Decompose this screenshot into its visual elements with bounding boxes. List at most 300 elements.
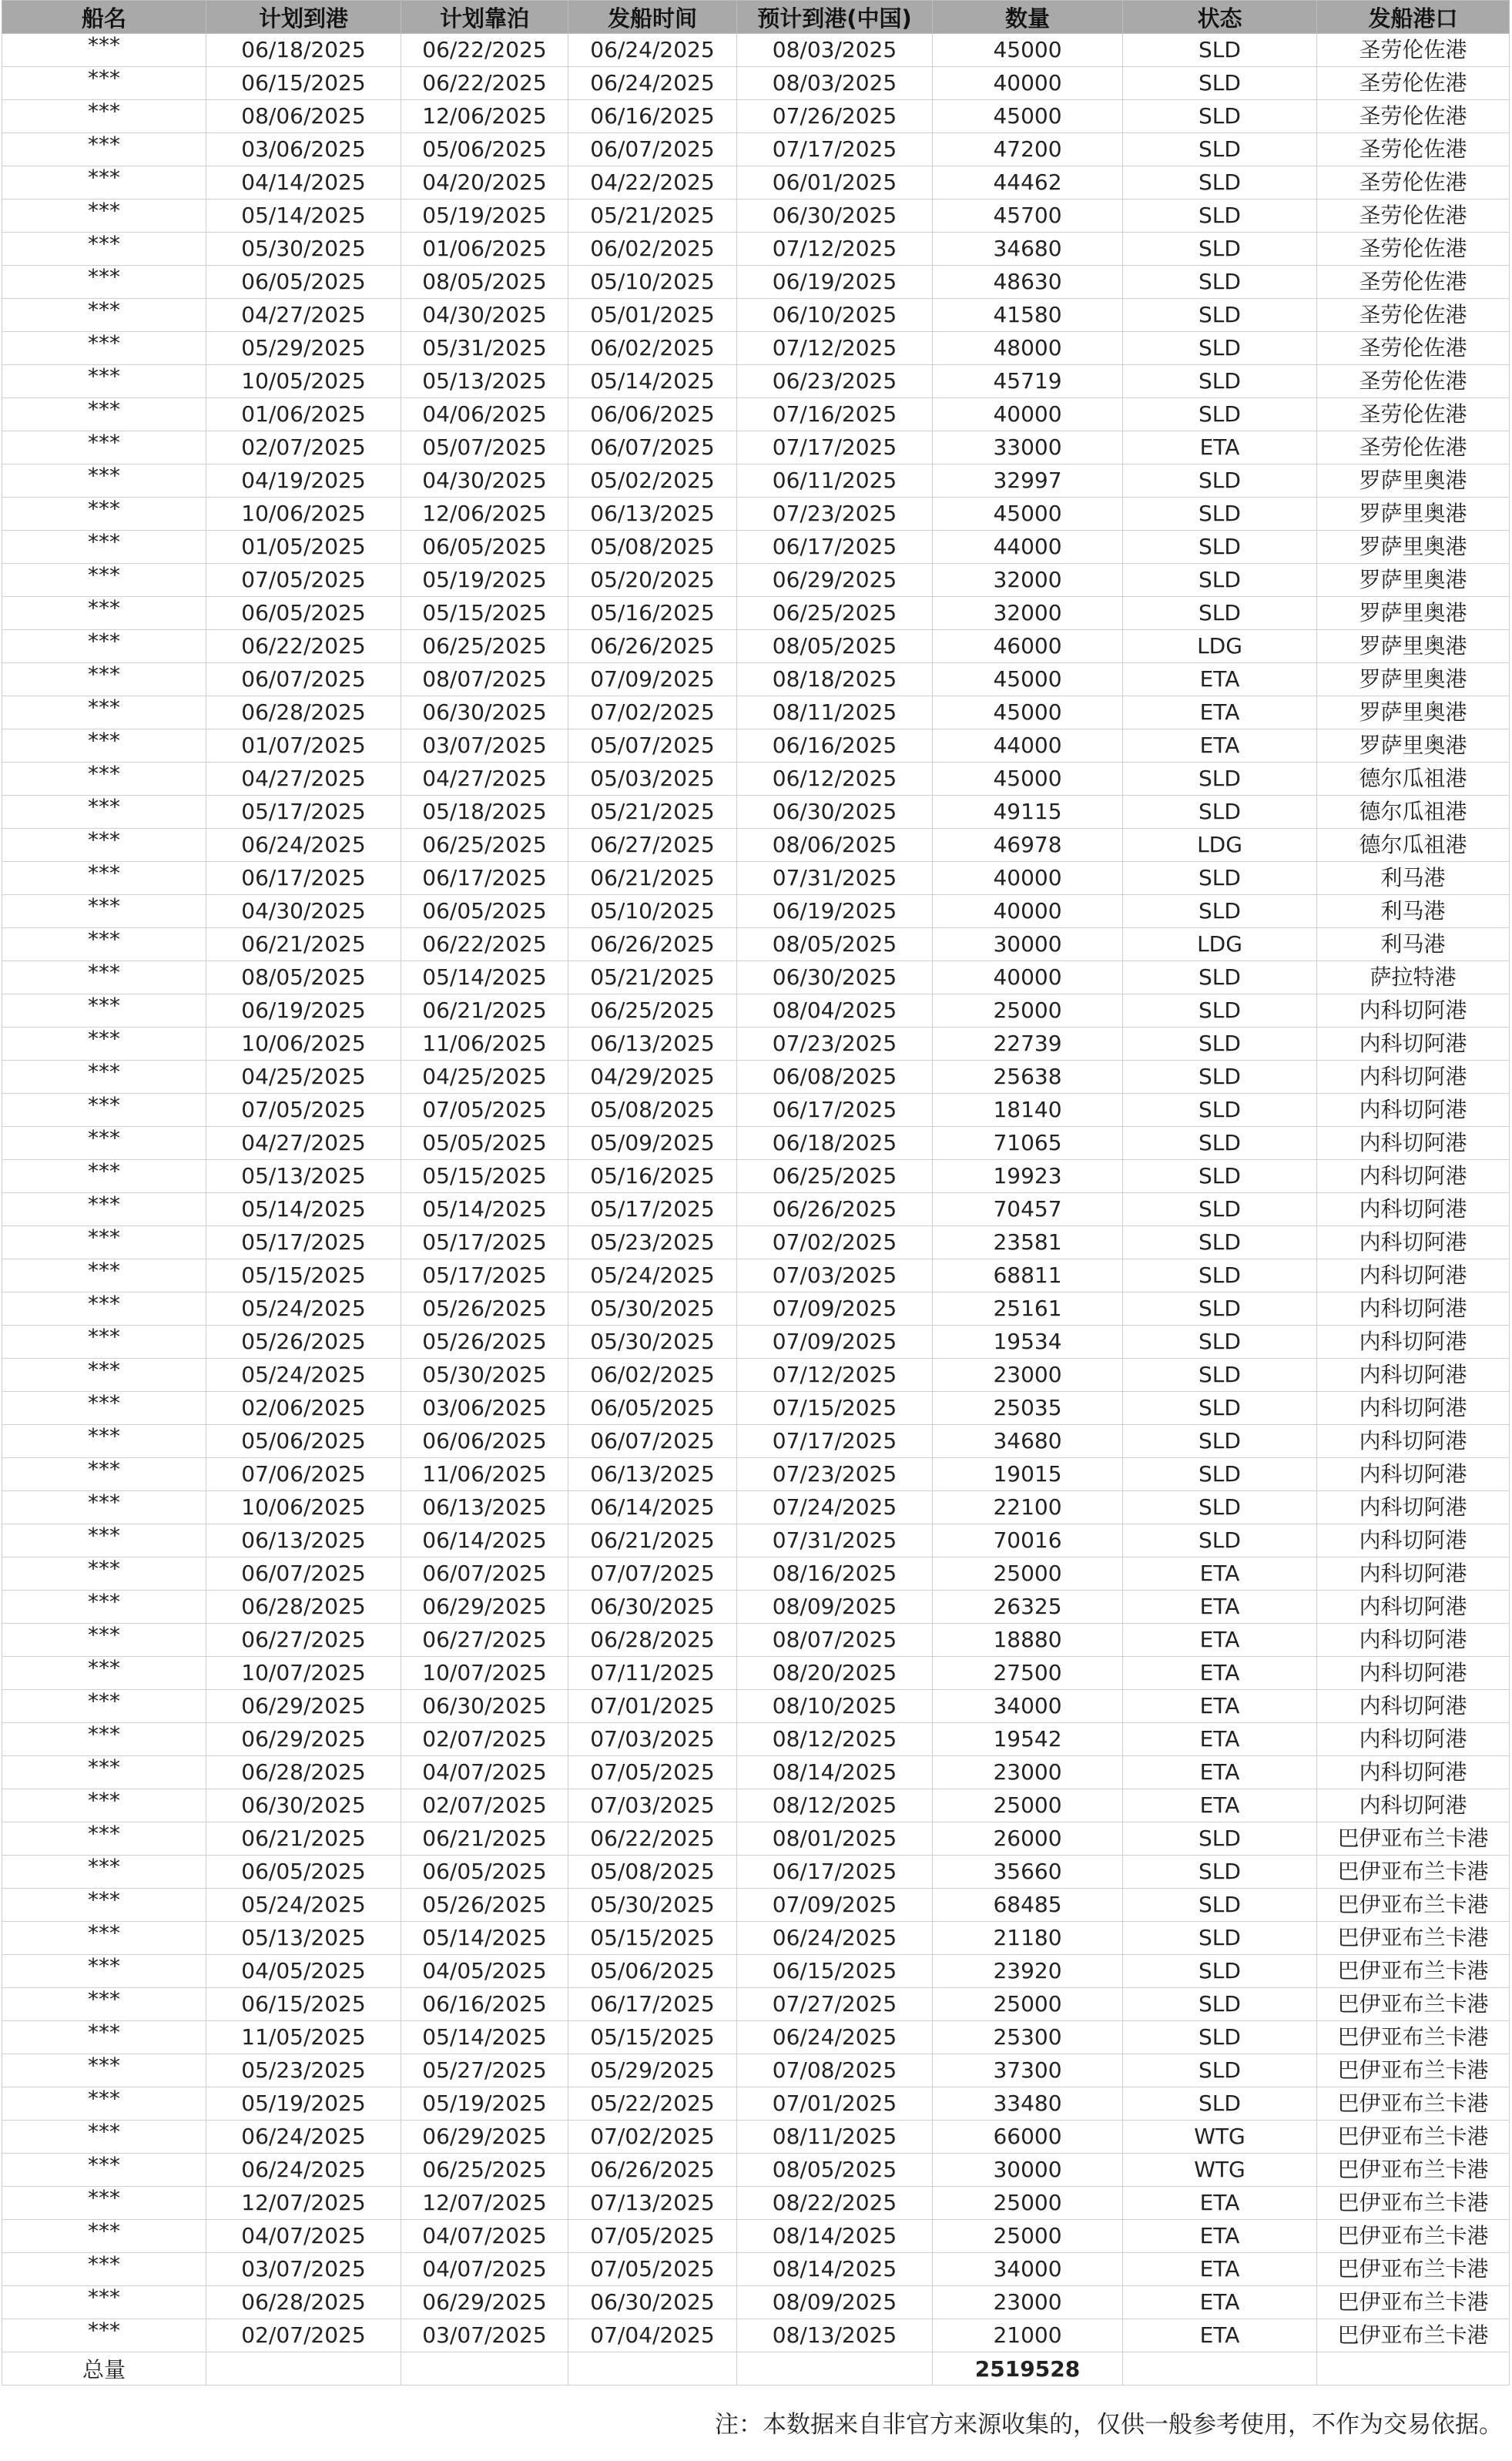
cell-departure-port: 内科切阿港 bbox=[1317, 1524, 1510, 1557]
cell-ship-name: *** bbox=[2, 2021, 206, 2054]
cell-planned-berthing: 05/26/2025 bbox=[401, 1889, 568, 1922]
cell-departure-time: 07/02/2025 bbox=[568, 2121, 737, 2154]
cell-planned-berthing: 06/06/2025 bbox=[401, 1425, 568, 1458]
cell-departure-time: 06/16/2025 bbox=[568, 100, 737, 133]
cell-departure-port: 巴伊亚布兰卡港 bbox=[1317, 2286, 1510, 2319]
cell-quantity: 44000 bbox=[933, 531, 1123, 564]
cell-departure-time: 05/03/2025 bbox=[568, 763, 737, 796]
cell-planned-arrival: 05/30/2025 bbox=[206, 233, 401, 266]
table-row bbox=[2, 1591, 1510, 1624]
cell-planned-arrival: 06/28/2025 bbox=[206, 1756, 401, 1789]
table-row bbox=[2, 498, 1510, 531]
cell-departure-port: 德尔瓜祖港 bbox=[1317, 796, 1510, 829]
cell-quantity: 26000 bbox=[933, 1822, 1123, 1856]
table-row bbox=[2, 696, 1510, 729]
cell-ship-name: *** bbox=[2, 1557, 206, 1591]
cell-departure-time: 05/21/2025 bbox=[568, 199, 737, 233]
cell-quantity: 33480 bbox=[933, 2087, 1123, 2121]
cell-planned-arrival: 06/22/2025 bbox=[206, 630, 401, 663]
cell-departure-time: 06/02/2025 bbox=[568, 233, 737, 266]
cell-departure-time: 05/07/2025 bbox=[568, 729, 737, 763]
cell-status: ETA bbox=[1123, 2253, 1317, 2286]
cell-planned-berthing: 12/07/2025 bbox=[401, 2187, 568, 2220]
cell-status: LDG bbox=[1123, 630, 1317, 663]
cell-departure-time: 05/23/2025 bbox=[568, 1226, 737, 1259]
cell-eta-china: 08/05/2025 bbox=[737, 928, 933, 961]
cell-planned-arrival: 05/24/2025 bbox=[206, 1889, 401, 1922]
cell-departure-time: 06/13/2025 bbox=[568, 498, 737, 531]
cell-departure-time: 05/30/2025 bbox=[568, 1326, 737, 1359]
cell-planned-arrival: 10/06/2025 bbox=[206, 1028, 401, 1061]
cell-departure-time: 06/22/2025 bbox=[568, 1822, 737, 1856]
cell-planned-berthing: 05/07/2025 bbox=[401, 431, 568, 464]
cell-departure-time: 06/21/2025 bbox=[568, 1524, 737, 1557]
cell-departure-time: 07/11/2025 bbox=[568, 1657, 737, 1690]
cell-ship-name: *** bbox=[2, 1657, 206, 1690]
cell-departure-port: 德尔瓜祖港 bbox=[1317, 763, 1510, 796]
cell-departure-time: 06/30/2025 bbox=[568, 1591, 737, 1624]
cell-departure-time: 05/24/2025 bbox=[568, 1259, 737, 1293]
cell-planned-berthing: 06/22/2025 bbox=[401, 67, 568, 100]
cell-departure-port: 巴伊亚布兰卡港 bbox=[1317, 2087, 1510, 2121]
cell-status: ETA bbox=[1123, 2319, 1317, 2352]
table-row bbox=[2, 365, 1510, 398]
cell-planned-berthing: 06/07/2025 bbox=[401, 1557, 568, 1591]
cell-planned-berthing: 02/07/2025 bbox=[401, 1789, 568, 1822]
cell-eta-china: 07/16/2025 bbox=[737, 398, 933, 431]
cell-eta-china: 07/23/2025 bbox=[737, 1458, 933, 1491]
header-row bbox=[2, 1, 1510, 34]
cell-departure-time: 07/04/2025 bbox=[568, 2319, 737, 2352]
cell-status: ETA bbox=[1123, 1624, 1317, 1657]
cell-planned-berthing: 02/07/2025 bbox=[401, 1723, 568, 1756]
cell-quantity: 19923 bbox=[933, 1160, 1123, 1193]
cell-quantity: 68485 bbox=[933, 1889, 1123, 1922]
table-row bbox=[2, 166, 1510, 199]
cell-status: WTG bbox=[1123, 2121, 1317, 2154]
cell-status: SLD bbox=[1123, 862, 1317, 895]
cell-planned-berthing: 06/13/2025 bbox=[401, 1491, 568, 1524]
cell-eta-china: 08/22/2025 bbox=[737, 2187, 933, 2220]
cell-ship-name: *** bbox=[2, 1226, 206, 1259]
cell-planned-berthing: 05/05/2025 bbox=[401, 1127, 568, 1160]
cell-ship-name: *** bbox=[2, 1425, 206, 1458]
cell-planned-arrival: 03/07/2025 bbox=[206, 2253, 401, 2286]
cell-planned-arrival: 06/24/2025 bbox=[206, 2154, 401, 2187]
cell-status: SLD bbox=[1123, 1392, 1317, 1425]
cell-departure-time: 04/22/2025 bbox=[568, 166, 737, 199]
cell-status: SLD bbox=[1123, 332, 1317, 365]
cell-planned-arrival: 07/06/2025 bbox=[206, 1458, 401, 1491]
cell-status: SLD bbox=[1123, 1326, 1317, 1359]
cell-planned-arrival: 06/15/2025 bbox=[206, 1988, 401, 2021]
cell-quantity: 25638 bbox=[933, 1061, 1123, 1094]
cell-ship-name: *** bbox=[2, 431, 206, 464]
cell-quantity: 19534 bbox=[933, 1326, 1123, 1359]
table-row bbox=[2, 1756, 1510, 1789]
cell-ship-name: *** bbox=[2, 498, 206, 531]
cell-eta-china: 07/23/2025 bbox=[737, 498, 933, 531]
cell-ship-name: *** bbox=[2, 696, 206, 729]
table-row bbox=[2, 1061, 1510, 1094]
cell-departure-time: 05/16/2025 bbox=[568, 597, 737, 630]
cell-departure-port: 圣劳伦佐港 bbox=[1317, 365, 1510, 398]
cell-departure-time: 06/02/2025 bbox=[568, 1359, 737, 1392]
cell-quantity: 25000 bbox=[933, 1789, 1123, 1822]
cell-eta-china: 07/12/2025 bbox=[737, 1359, 933, 1392]
cell-planned-arrival: 05/23/2025 bbox=[206, 2054, 401, 2087]
cell-ship-name: *** bbox=[2, 829, 206, 862]
cell-status: SLD bbox=[1123, 1293, 1317, 1326]
cell-departure-port: 圣劳伦佐港 bbox=[1317, 431, 1510, 464]
cell-ship-name: *** bbox=[2, 1193, 206, 1226]
cell-planned-berthing: 04/06/2025 bbox=[401, 398, 568, 431]
cell-ship-name: *** bbox=[2, 961, 206, 994]
cell-status: LDG bbox=[1123, 829, 1317, 862]
cell-eta-china: 07/09/2025 bbox=[737, 1293, 933, 1326]
cell-eta-china: 07/23/2025 bbox=[737, 1028, 933, 1061]
cell-planned-arrival: 05/29/2025 bbox=[206, 332, 401, 365]
cell-planned-berthing: 04/30/2025 bbox=[401, 464, 568, 498]
cell-departure-port: 巴伊亚布兰卡港 bbox=[1317, 2154, 1510, 2187]
cell-status: ETA bbox=[1123, 1723, 1317, 1756]
table-row bbox=[2, 829, 1510, 862]
cell-status: WTG bbox=[1123, 2154, 1317, 2187]
table-row bbox=[2, 1889, 1510, 1922]
cell-eta-china: 08/12/2025 bbox=[737, 1789, 933, 1822]
cell-ship-name: *** bbox=[2, 597, 206, 630]
cell-planned-arrival: 07/05/2025 bbox=[206, 1094, 401, 1127]
cell-ship-name: *** bbox=[2, 564, 206, 597]
cell-eta-china: 08/05/2025 bbox=[737, 630, 933, 663]
cell-status: SLD bbox=[1123, 564, 1317, 597]
cell-ship-name: *** bbox=[2, 531, 206, 564]
cell-status: SLD bbox=[1123, 1359, 1317, 1392]
cell-eta-china: 08/12/2025 bbox=[737, 1723, 933, 1756]
cell-quantity: 26325 bbox=[933, 1591, 1123, 1624]
cell-eta-china: 06/17/2025 bbox=[737, 1094, 933, 1127]
cell-eta-china: 07/12/2025 bbox=[737, 233, 933, 266]
cell-ship-name: *** bbox=[2, 1723, 206, 1756]
cell-status: SLD bbox=[1123, 895, 1317, 928]
cell-ship-name: *** bbox=[2, 166, 206, 199]
table-row bbox=[2, 2253, 1510, 2286]
cell-planned-berthing: 06/05/2025 bbox=[401, 531, 568, 564]
table-row bbox=[2, 796, 1510, 829]
cell-quantity: 25000 bbox=[933, 994, 1123, 1028]
cell-status: SLD bbox=[1123, 498, 1317, 531]
cell-quantity: 30000 bbox=[933, 928, 1123, 961]
table-row bbox=[2, 1922, 1510, 1955]
cell-eta-china: 08/14/2025 bbox=[737, 1756, 933, 1789]
cell-departure-port: 巴伊亚布兰卡港 bbox=[1317, 2054, 1510, 2087]
empty-cell bbox=[401, 2352, 568, 2386]
cell-eta-china: 06/30/2025 bbox=[737, 199, 933, 233]
cell-quantity: 18880 bbox=[933, 1624, 1123, 1657]
cell-ship-name: *** bbox=[2, 2087, 206, 2121]
cell-status: SLD bbox=[1123, 1822, 1317, 1856]
cell-planned-berthing: 04/20/2025 bbox=[401, 166, 568, 199]
cell-quantity: 33000 bbox=[933, 431, 1123, 464]
cell-planned-arrival: 06/29/2025 bbox=[206, 1723, 401, 1756]
cell-planned-arrival: 06/28/2025 bbox=[206, 1591, 401, 1624]
cell-quantity: 19542 bbox=[933, 1723, 1123, 1756]
cell-quantity: 40000 bbox=[933, 895, 1123, 928]
cell-eta-china: 07/09/2025 bbox=[737, 1889, 933, 1922]
table-row bbox=[2, 1160, 1510, 1193]
table-row bbox=[2, 961, 1510, 994]
cell-ship-name: *** bbox=[2, 1160, 206, 1193]
cell-planned-berthing: 06/22/2025 bbox=[401, 928, 568, 961]
cell-departure-time: 07/02/2025 bbox=[568, 696, 737, 729]
cell-status: SLD bbox=[1123, 994, 1317, 1028]
cell-departure-time: 05/08/2025 bbox=[568, 531, 737, 564]
cell-departure-time: 05/21/2025 bbox=[568, 961, 737, 994]
cell-planned-arrival: 01/07/2025 bbox=[206, 729, 401, 763]
cell-planned-arrival: 12/07/2025 bbox=[206, 2187, 401, 2220]
cell-status: SLD bbox=[1123, 1856, 1317, 1889]
cell-planned-arrival: 06/28/2025 bbox=[206, 696, 401, 729]
cell-status: SLD bbox=[1123, 1160, 1317, 1193]
table-row bbox=[2, 1491, 1510, 1524]
cell-departure-time: 05/15/2025 bbox=[568, 2021, 737, 2054]
cell-planned-berthing: 06/21/2025 bbox=[401, 994, 568, 1028]
cell-departure-time: 06/06/2025 bbox=[568, 398, 737, 431]
cell-eta-china: 08/09/2025 bbox=[737, 1591, 933, 1624]
table-row bbox=[2, 994, 1510, 1028]
cell-planned-arrival: 10/06/2025 bbox=[206, 1491, 401, 1524]
cell-ship-name: *** bbox=[2, 233, 206, 266]
cell-eta-china: 06/12/2025 bbox=[737, 763, 933, 796]
table-row bbox=[2, 1425, 1510, 1458]
cell-eta-china: 08/03/2025 bbox=[737, 67, 933, 100]
cell-planned-berthing: 05/13/2025 bbox=[401, 365, 568, 398]
cell-planned-berthing: 05/14/2025 bbox=[401, 1193, 568, 1226]
cell-planned-arrival: 07/05/2025 bbox=[206, 564, 401, 597]
cell-eta-china: 06/23/2025 bbox=[737, 365, 933, 398]
cell-departure-port: 圣劳伦佐港 bbox=[1317, 199, 1510, 233]
cell-departure-time: 07/09/2025 bbox=[568, 663, 737, 696]
shipment-table bbox=[2, 0, 1510, 2386]
cell-planned-arrival: 10/06/2025 bbox=[206, 498, 401, 531]
cell-departure-time: 06/05/2025 bbox=[568, 1392, 737, 1425]
cell-departure-time: 06/26/2025 bbox=[568, 928, 737, 961]
cell-quantity: 21180 bbox=[933, 1922, 1123, 1955]
cell-departure-port: 内科切阿港 bbox=[1317, 1624, 1510, 1657]
cell-planned-arrival: 06/21/2025 bbox=[206, 1822, 401, 1856]
cell-eta-china: 07/08/2025 bbox=[737, 2054, 933, 2087]
cell-departure-port: 圣劳伦佐港 bbox=[1317, 100, 1510, 133]
cell-departure-time: 05/14/2025 bbox=[568, 365, 737, 398]
cell-departure-time: 05/21/2025 bbox=[568, 796, 737, 829]
cell-departure-time: 06/21/2025 bbox=[568, 862, 737, 895]
cell-planned-berthing: 03/07/2025 bbox=[401, 2319, 568, 2352]
cell-planned-arrival: 04/25/2025 bbox=[206, 1061, 401, 1094]
column-header-eta-china: 预计到港(中国) bbox=[737, 1, 933, 34]
cell-departure-time: 05/06/2025 bbox=[568, 1955, 737, 1988]
cell-planned-berthing: 03/07/2025 bbox=[401, 729, 568, 763]
empty-cell bbox=[568, 2352, 737, 2386]
cell-quantity: 46978 bbox=[933, 829, 1123, 862]
column-header-ship-name: 船名 bbox=[2, 1, 206, 34]
cell-ship-name: *** bbox=[2, 994, 206, 1028]
cell-quantity: 37300 bbox=[933, 2054, 1123, 2087]
cell-status: LDG bbox=[1123, 928, 1317, 961]
cell-ship-name: *** bbox=[2, 895, 206, 928]
cell-status: SLD bbox=[1123, 34, 1317, 67]
cell-status: ETA bbox=[1123, 2187, 1317, 2220]
cell-departure-time: 07/05/2025 bbox=[568, 2220, 737, 2253]
cell-quantity: 21000 bbox=[933, 2319, 1123, 2352]
cell-planned-berthing: 06/29/2025 bbox=[401, 2121, 568, 2154]
cell-departure-time: 06/07/2025 bbox=[568, 133, 737, 166]
cell-quantity: 45000 bbox=[933, 498, 1123, 531]
cell-departure-port: 罗萨里奥港 bbox=[1317, 597, 1510, 630]
cell-planned-arrival: 08/05/2025 bbox=[206, 961, 401, 994]
cell-departure-time: 06/30/2025 bbox=[568, 2286, 737, 2319]
table-row bbox=[2, 1094, 1510, 1127]
cell-departure-time: 04/29/2025 bbox=[568, 1061, 737, 1094]
cell-departure-port: 巴伊亚布兰卡港 bbox=[1317, 2220, 1510, 2253]
cell-departure-port: 萨拉特港 bbox=[1317, 961, 1510, 994]
cell-quantity: 70016 bbox=[933, 1524, 1123, 1557]
cell-planned-berthing: 06/22/2025 bbox=[401, 34, 568, 67]
table-row bbox=[2, 1988, 1510, 2021]
cell-planned-berthing: 05/31/2025 bbox=[401, 332, 568, 365]
cell-departure-port: 巴伊亚布兰卡港 bbox=[1317, 2187, 1510, 2220]
cell-quantity: 45000 bbox=[933, 696, 1123, 729]
cell-ship-name: *** bbox=[2, 1524, 206, 1557]
cell-eta-china: 06/26/2025 bbox=[737, 1193, 933, 1226]
cell-ship-name: *** bbox=[2, 398, 206, 431]
cell-status: SLD bbox=[1123, 266, 1317, 299]
cell-departure-port: 内科切阿港 bbox=[1317, 1591, 1510, 1624]
cell-planned-arrival: 06/13/2025 bbox=[206, 1524, 401, 1557]
cell-ship-name: *** bbox=[2, 663, 206, 696]
cell-departure-port: 圣劳伦佐港 bbox=[1317, 266, 1510, 299]
cell-departure-time: 07/03/2025 bbox=[568, 1723, 737, 1756]
cell-eta-china: 06/08/2025 bbox=[737, 1061, 933, 1094]
cell-eta-china: 08/10/2025 bbox=[737, 1690, 933, 1723]
cell-quantity: 71065 bbox=[933, 1127, 1123, 1160]
cell-departure-time: 06/28/2025 bbox=[568, 1624, 737, 1657]
cell-departure-time: 05/30/2025 bbox=[568, 1889, 737, 1922]
cell-planned-berthing: 06/29/2025 bbox=[401, 1591, 568, 1624]
cell-departure-port: 巴伊亚布兰卡港 bbox=[1317, 2319, 1510, 2352]
cell-ship-name: *** bbox=[2, 1756, 206, 1789]
cell-planned-berthing: 04/07/2025 bbox=[401, 2220, 568, 2253]
cell-planned-arrival: 05/14/2025 bbox=[206, 199, 401, 233]
cell-planned-arrival: 02/07/2025 bbox=[206, 431, 401, 464]
cell-planned-arrival: 04/27/2025 bbox=[206, 763, 401, 796]
cell-ship-name: *** bbox=[2, 1789, 206, 1822]
shipment-sheet bbox=[2, 0, 1509, 2386]
cell-departure-port: 巴伊亚布兰卡港 bbox=[1317, 1889, 1510, 1922]
cell-ship-name: *** bbox=[2, 1690, 206, 1723]
cell-ship-name: *** bbox=[2, 1889, 206, 1922]
cell-ship-name: *** bbox=[2, 2121, 206, 2154]
cell-eta-china: 08/06/2025 bbox=[737, 829, 933, 862]
cell-status: SLD bbox=[1123, 1127, 1317, 1160]
cell-ship-name: *** bbox=[2, 1293, 206, 1326]
cell-quantity: 49115 bbox=[933, 796, 1123, 829]
cell-ship-name: *** bbox=[2, 365, 206, 398]
cell-planned-arrival: 04/19/2025 bbox=[206, 464, 401, 498]
cell-quantity: 70457 bbox=[933, 1193, 1123, 1226]
cell-planned-arrival: 06/21/2025 bbox=[206, 928, 401, 961]
cell-planned-berthing: 05/15/2025 bbox=[401, 597, 568, 630]
cell-eta-china: 07/17/2025 bbox=[737, 133, 933, 166]
cell-status: SLD bbox=[1123, 597, 1317, 630]
cell-eta-china: 07/15/2025 bbox=[737, 1392, 933, 1425]
cell-planned-arrival: 04/07/2025 bbox=[206, 2220, 401, 2253]
cell-quantity: 30000 bbox=[933, 2154, 1123, 2187]
cell-departure-port: 罗萨里奥港 bbox=[1317, 498, 1510, 531]
cell-planned-berthing: 10/07/2025 bbox=[401, 1657, 568, 1690]
cell-quantity: 23920 bbox=[933, 1955, 1123, 1988]
cell-planned-arrival: 05/17/2025 bbox=[206, 1226, 401, 1259]
cell-departure-port: 内科切阿港 bbox=[1317, 1789, 1510, 1822]
cell-planned-berthing: 06/29/2025 bbox=[401, 2286, 568, 2319]
cell-departure-time: 06/17/2025 bbox=[568, 1988, 737, 2021]
table-row bbox=[2, 1458, 1510, 1491]
cell-planned-berthing: 05/19/2025 bbox=[401, 564, 568, 597]
cell-planned-berthing: 05/26/2025 bbox=[401, 1293, 568, 1326]
table-row bbox=[2, 266, 1510, 299]
table-body bbox=[2, 34, 1510, 2352]
cell-planned-berthing: 05/18/2025 bbox=[401, 796, 568, 829]
cell-planned-arrival: 05/24/2025 bbox=[206, 1359, 401, 1392]
cell-quantity: 32997 bbox=[933, 464, 1123, 498]
cell-eta-china: 06/01/2025 bbox=[737, 166, 933, 199]
cell-ship-name: *** bbox=[2, 763, 206, 796]
cell-planned-arrival: 05/15/2025 bbox=[206, 1259, 401, 1293]
cell-status: SLD bbox=[1123, 1061, 1317, 1094]
cell-eta-china: 07/31/2025 bbox=[737, 862, 933, 895]
cell-planned-berthing: 04/07/2025 bbox=[401, 2253, 568, 2286]
cell-planned-arrival: 10/07/2025 bbox=[206, 1657, 401, 1690]
cell-departure-time: 05/09/2025 bbox=[568, 1127, 737, 1160]
table-row bbox=[2, 1028, 1510, 1061]
cell-planned-berthing: 03/06/2025 bbox=[401, 1392, 568, 1425]
cell-eta-china: 08/01/2025 bbox=[737, 1822, 933, 1856]
cell-status: SLD bbox=[1123, 1028, 1317, 1061]
cell-eta-china: 08/09/2025 bbox=[737, 2286, 933, 2319]
cell-planned-berthing: 06/25/2025 bbox=[401, 630, 568, 663]
cell-eta-china: 07/02/2025 bbox=[737, 1226, 933, 1259]
cell-planned-berthing: 05/30/2025 bbox=[401, 1359, 568, 1392]
cell-departure-time: 05/17/2025 bbox=[568, 1193, 737, 1226]
cell-status: SLD bbox=[1123, 1955, 1317, 1988]
cell-planned-berthing: 04/30/2025 bbox=[401, 299, 568, 332]
cell-ship-name: *** bbox=[2, 1922, 206, 1955]
cell-planned-arrival: 02/07/2025 bbox=[206, 2319, 401, 2352]
table-row bbox=[2, 2220, 1510, 2253]
cell-planned-arrival: 06/05/2025 bbox=[206, 266, 401, 299]
cell-status: ETA bbox=[1123, 1591, 1317, 1624]
table-row bbox=[2, 597, 1510, 630]
cell-ship-name: *** bbox=[2, 67, 206, 100]
cell-planned-arrival: 05/06/2025 bbox=[206, 1425, 401, 1458]
table-row bbox=[2, 1789, 1510, 1822]
cell-departure-port: 圣劳伦佐港 bbox=[1317, 398, 1510, 431]
cell-quantity: 35660 bbox=[933, 1856, 1123, 1889]
cell-planned-berthing: 04/07/2025 bbox=[401, 1756, 568, 1789]
cell-status: SLD bbox=[1123, 1094, 1317, 1127]
cell-ship-name: *** bbox=[2, 1028, 206, 1061]
cell-quantity: 34680 bbox=[933, 1425, 1123, 1458]
cell-status: ETA bbox=[1123, 1557, 1317, 1591]
